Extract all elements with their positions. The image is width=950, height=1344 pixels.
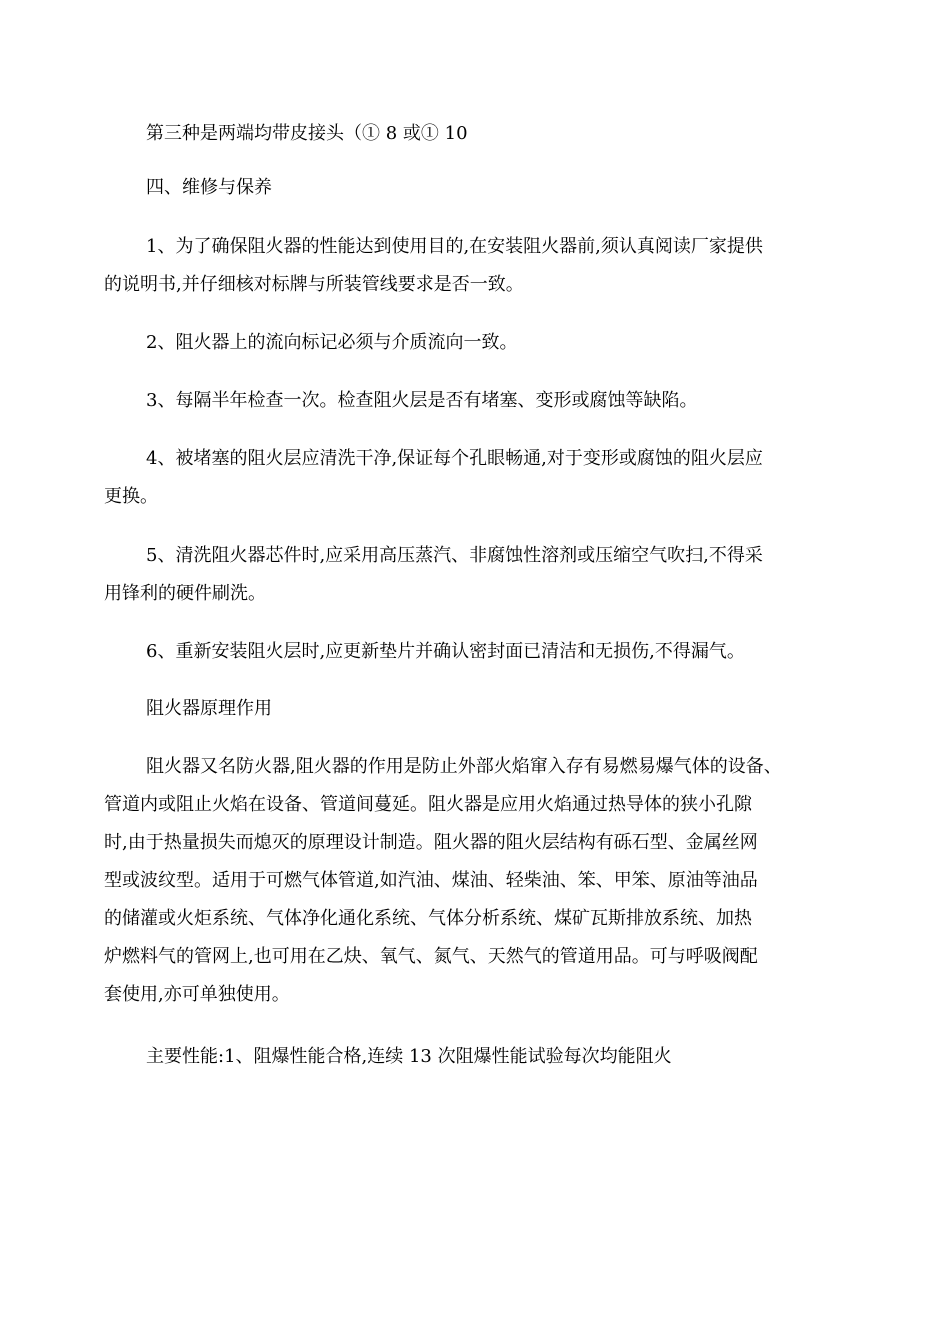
maintenance-item-4-line-1: 4、被堵塞的阻火层应清洗干净,保证每个孔眼畅通,对于变形或腐蚀的阻火层应: [146, 448, 763, 469]
maintenance-item-1-line-1: 1、为了确保阻火器的性能达到使用目的,在安装阻火器前,须认真阅读厂家提供: [146, 236, 763, 257]
principle-paragraph-line-1: 阻火器又名防火器,阻火器的作用是防止外部火焰窜入存有易燃易爆气体的设备、: [146, 756, 782, 777]
maintenance-item-5-line-1: 5、清洗阻火器芯件时,应采用高压蒸汽、非腐蚀性溶剂或压缩空气吹扫,不得采: [146, 545, 763, 566]
section-heading-maintenance: 四、维修与保养: [146, 177, 272, 198]
principle-paragraph-line-3: 时,由于热量损失而熄灭的原理设计制造。阻火器的阻火层结构有砾石型、金属丝网: [104, 832, 758, 853]
maintenance-item-3: 3、每隔半年检查一次。检查阻火层是否有堵塞、变形或腐蚀等缺陷。: [146, 390, 698, 411]
maintenance-item-2: 2、阻火器上的流向标记必须与介质流向一致。: [146, 332, 518, 353]
section-heading-principle: 阻火器原理作用: [146, 698, 272, 719]
maintenance-item-6: 6、重新安装阻火层时,应更新垫片并确认密封面已清洁和无损伤,不得漏气。: [146, 641, 745, 662]
text-line-type-three-joint: 第三种是两端均带皮接头（① 8 或① 10: [146, 123, 468, 144]
principle-paragraph-line-6: 炉燃料气的管网上,也可用在乙炔、氧气、氮气、天然气的管道用品。可与呼吸阀配: [104, 946, 758, 967]
principle-paragraph-line-5: 的储灌或火炬系统、气体净化通化系统、气体分析系统、煤矿瓦斯排放系统、加热: [104, 908, 752, 929]
principle-paragraph-line-7: 套使用,亦可单独使用。: [104, 984, 290, 1005]
main-performance-line: 主要性能:1、阻爆性能合格,连续 13 次阻爆性能试验每次均能阻火: [146, 1046, 672, 1067]
maintenance-item-4-line-2: 更换。: [104, 486, 158, 507]
principle-paragraph-line-2: 管道内或阻止火焰在设备、管道间蔓延。阻火器是应用火焰通过热导体的狭小孔隙: [104, 794, 752, 815]
maintenance-item-1-line-2: 的说明书,并仔细核对标牌与所装管线要求是否一致。: [104, 274, 524, 295]
principle-paragraph-line-4: 型或波纹型。适用于可燃气体管道,如汽油、煤油、轻柴油、笨、甲笨、原油等油品: [104, 870, 758, 891]
maintenance-item-5-line-2: 用锋利的硬件刷洗。: [104, 583, 266, 604]
